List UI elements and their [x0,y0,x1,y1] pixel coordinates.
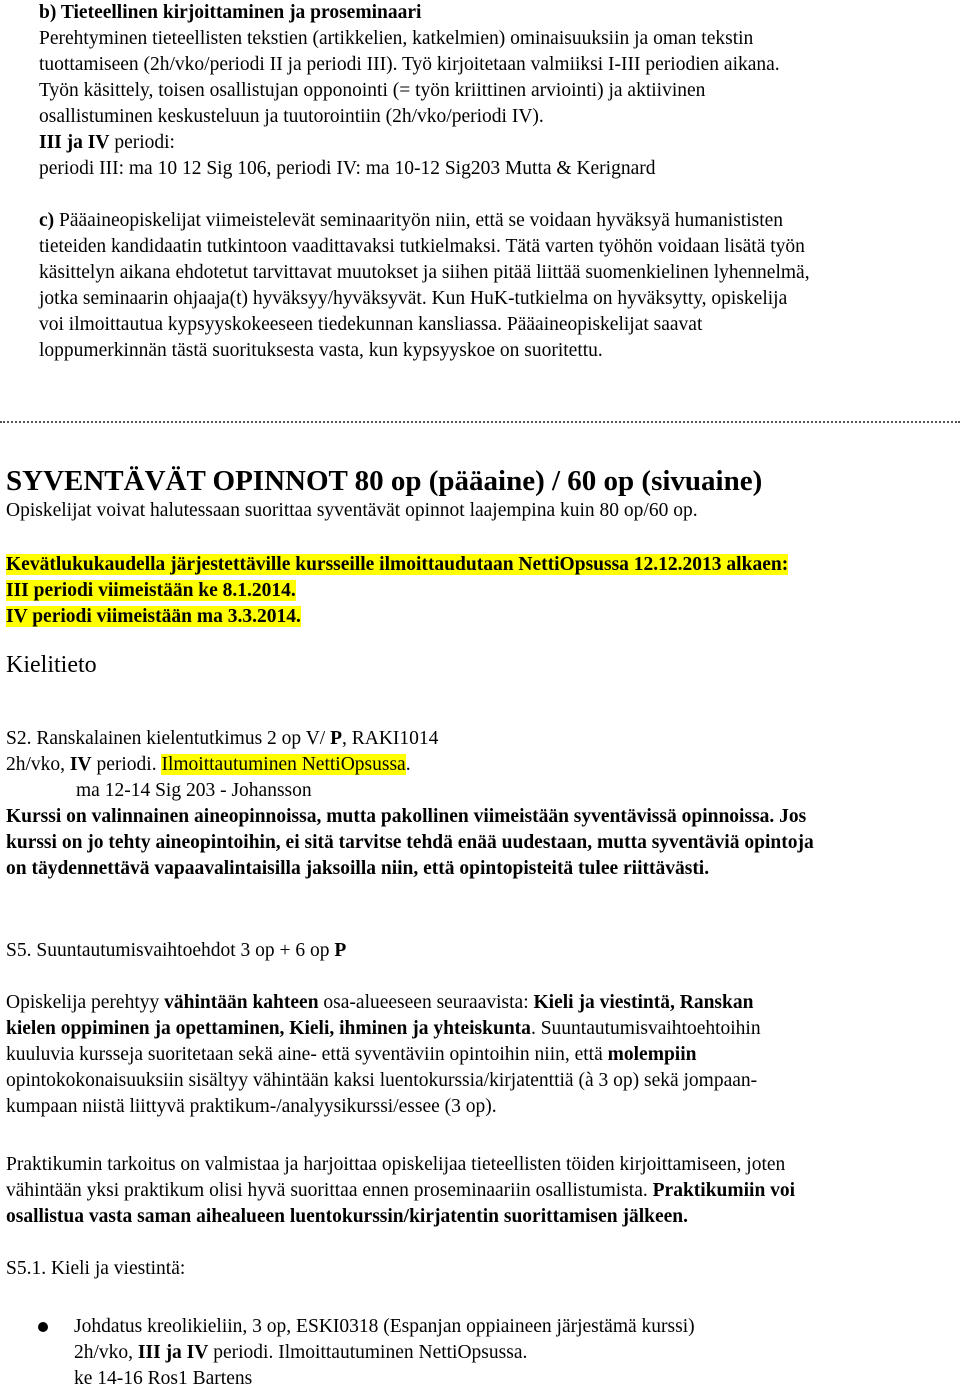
list-item-title: Johdatus kreolikieliin, 3 op, ESKI0318 (Espanjan oppiaineen järjestämä kurssi) [74,1316,695,1337]
periods-schedule: periodi III: ma 10 12 Sig 106, periodi IV: ma 10-12 Sig203 Mutta & Kerignard [39,158,656,179]
section-b-heading: b) Tieteellinen kirjoittaminen ja proseminaari [39,2,422,23]
course-s2-title: S2. Ranskalainen kielentutkimus 2 op V/ P, RAKI1014 [6,728,439,749]
section-b [0,0,960,182]
syventavat-intro: Opiskelijat voivat halutessaan suorittaa syventävät opinnot laajempina kuin 80 op/60 op. [6,500,698,521]
paragraph-line: kumpaan niistä liittyvä praktikum-/analyysikurssi/essee (3 op). [6,1096,497,1117]
course-s2-info: 2h/vko, IV periodi. Ilmoittautuminen NettiOpsussa. [6,754,411,775]
course-s2-note: kurssi on jo tehty aineopintoihin, ei sitä tarvitse tehdä enää uudestaan, mutta syventäviä opintoja [6,832,814,853]
paragraph-line: kielen oppiminen ja opettaminen, Kieli, ihminen ja yhteiskunta. Suuntautumisvaihtoehtoihin [6,1018,761,1039]
section-c-line: c) Pääaineopiskelijat viimeistelevät seminaarityön niin, että se voidaan hyväksyä humanististen [39,210,784,231]
course-s2-note: on täydennettävä vapaavalintaisilla jaksoilla niin, että opintopisteitä tulee riittävästi. [6,858,710,879]
course-s5 [0,938,960,964]
paragraph-line: Opiskelija perehtyy vähintään kahteen osa-alueeseen seuraavista: Kieli ja viestintä, Ranskan [6,992,754,1013]
paragraph-line: opintokokonaisuuksiin sisältyy vähintään kaksi luentokurssia/kirjatenttiä (à 3 op) sekä jompaan- [6,1070,758,1091]
s5-paragraph-1 [0,990,960,1120]
section-c [0,208,960,364]
kielitieto-heading-wrap [0,650,960,680]
section-b-line: tuottamiseen (2h/vko/periodi II ja periodi III). Työ kirjoitetaan valmiiksi I-III periodien aikana. [39,54,780,75]
paragraph-line: kuuluvia kursseja suoritetaan sekä aine- että syventäviin opintoihin niin, että molempiin [6,1044,697,1065]
list-item [74,1314,954,1392]
section-c-line: käsittelyn aikana ehdotetut tarvittavat muutokset ja siihen pitää liittää suomenkielinen lyhennelmä, [39,262,810,283]
section-c-line: loppumerkinnän tästä suorituksesta vasta, kun kypsyyskoe on suoritettu. [39,340,603,361]
page-title: SYVENTÄVÄT OPINNOT 80 op (pääaine) / 60 op (sivuaine) [6,465,763,497]
s5-paragraph-2 [0,1152,960,1230]
periods-heading: III ja IV periodi: [39,132,175,153]
s51-heading: S5.1. Kieli ja viestintä: [6,1258,186,1279]
section-c-line: voi ilmoittautua kypsyyskokeeseen tiedekunnan kansliassa. Pääaineopiskelijat saavat [39,314,703,335]
section-b-line: Työn käsittely, toisen osallistujan opponointi (= työn kriittinen arviointi) ja aktiivinen [39,80,706,101]
course-s2 [0,726,960,882]
section-b-line: Perehtyminen tieteellisten tekstien (artikkelien, katkelmien) ominaisuuksiin ja oman tekstin [39,28,754,49]
registration-line: Kevätlukukaudella järjestettäville kursseille ilmoittaudutaan NettiOpsussa 12.12.2013 alkaen: [6,554,789,575]
registration-link: Ilmoittautuminen NettiOpsussa [161,754,406,775]
registration-block [0,552,960,630]
registration-line: III periodi viimeistään ke 8.1.2014. [6,580,296,601]
paragraph-line: osallistua vasta saman aihealueen luentokurssin/kirjatentin suorittamisen jälkeen. [6,1206,689,1227]
registration-line: IV periodi viimeistään ma 3.3.2014. [6,606,301,627]
kielitieto-heading: Kielitieto [6,652,97,678]
list-item-schedule: ke 14-16 Ros1 Bartens [74,1368,253,1389]
course-s5-title: S5. Suuntautumisvaihtoehdot 3 op + 6 op P [6,940,347,961]
paragraph-line: Praktikumin tarkoitus on valmistaa ja harjoittaa opiskelijaa tieteellisten töiden kirjoittamiseen, joten [6,1154,786,1175]
paragraph-line: vähintään yksi praktikum olisi hyvä suorittaa ennen proseminaariin osallistumista. Praktikumiin voi [6,1180,796,1201]
section-b-line: osallistuminen keskusteluun ja tuutorointiin (2h/vko/periodi IV). [39,106,544,127]
section-c-line: tieteiden kandidaatin tutkintoon vaadittavaksi tutkielmaksi. Tätä varten työhön voidaan lisätä työn [39,236,805,257]
bullet-icon [38,1322,48,1332]
list-item-info: 2h/vko, III ja IV periodi. Ilmoittautuminen NettiOpsussa. [74,1342,528,1363]
course-s2-schedule: ma 12-14 Sig 203 - Johansson [76,780,312,801]
course-s2-note: Kurssi on valinnainen aineopinnoissa, mutta pakollinen viimeistään syventävissä opinnoissa. Jos [6,806,807,827]
dotted-separator [0,421,960,423]
s51-heading-wrap [0,1256,960,1282]
syventavat-section [0,464,960,524]
section-c-line: jotka seminaarin ohjaaja(t) hyväksyy/hyväksyvät. Kun HuK-tutkielma on hyväksytty, opiskelija [39,288,788,309]
